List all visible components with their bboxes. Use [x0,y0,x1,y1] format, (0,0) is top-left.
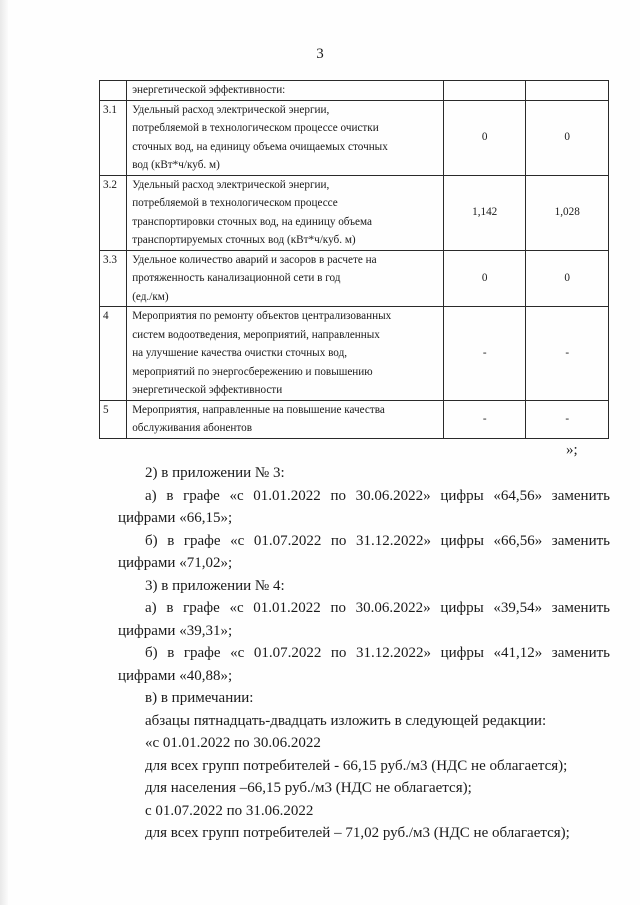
table-row [100,81,609,101]
description-line: мероприятий по энергосбережению и повышению [132,365,373,378]
paragraph-edit-instruction: абзацы пятнадцать-двадцать изложить в следующей редакции: [145,712,547,729]
row-value-cell: - [526,400,609,438]
paragraph-appendix-3: 2) в приложении № 3: [145,465,285,481]
row-number-cell: 4 [100,307,127,401]
description-line: протяженность канализационной сети в год [132,272,341,284]
paragraph-3b-line1: б) в графе «с 01.07.2022 по 31.12.2022» цифры «66,56» заменить [145,532,610,549]
description-line: систем водоотведения, мероприятий, направленных [132,328,380,341]
description-line: Удельный расход электрической энергии, [132,103,330,116]
table-row [100,100,609,175]
paragraph-tariff-all-2: для всех групп потребителей – 71,02 руб./м3 (НДС не облагается); [145,825,570,841]
description-line: на улучшение качества очистки сточных вод, [132,347,348,359]
paragraph-4b-line1: б) в графе «с 01.07.2022 по 31.12.2022» цифры «41,12» заменить [145,645,610,661]
amendment-text [118,462,610,845]
row-value-cell: 0 [443,100,526,175]
description-line: обслуживания абонентов [132,422,253,434]
paragraph-4b-line2: цифрами «40,88»; [118,667,233,684]
closing-quote: »; [566,442,578,458]
row-number-cell: 3.2 [100,175,127,250]
row-value-cell: 1,142 [443,175,526,250]
row-value-cell: 0 [526,250,609,307]
description-line: Мероприятия по ремонту объектов централизованных [132,310,392,322]
description-line: энергетической эффективности [132,384,283,396]
indicators-table [99,80,609,439]
table-row [100,175,609,250]
table-row [100,400,609,438]
row-number-cell: 5 [100,400,127,438]
description-line: вод (кВт*ч/куб. м) [132,159,220,171]
row-number-cell: 3.1 [100,100,127,175]
page-number: 3 [316,46,324,62]
row-value-cell: 0 [526,100,609,175]
row-description-cell [127,400,444,438]
paragraph-period-2: с 01.07.2022 по 31.06.2022 [145,802,314,819]
description-line: энергетической эффективности: [132,84,286,96]
paragraph-3a-line1: а) в графе «с 01.01.2022 по 30.06.2022» цифры «64,56» заменить [145,487,610,504]
row-description-cell [127,307,444,401]
paragraph-period-1: «с 01.01.2022 по 30.06.2022 [145,735,321,751]
paragraph-tariff-population: для населения –66,15 руб./м3 (НДС не облагается); [145,780,472,796]
paragraph-note: в) в примечании: [145,690,254,706]
paragraph-3b-line2: цифрами «71,02»; [118,555,233,571]
paragraph-3a-line2: цифрами «66,15»; [118,510,233,526]
description-line: транспортировки сточных вод, на единицу объема [132,215,372,228]
description-line: Мероприятия, направленные на повышение качества [132,403,385,416]
row-value-cell: 0 [443,250,526,307]
table-row [100,307,609,401]
row-description-cell [127,100,444,175]
scan-edge-shadow [0,0,8,905]
row-description-cell [127,81,444,101]
description-line: (ед./км) [132,290,169,303]
description-line: сточных вод, на единицу объема очищаемых сточных [132,140,388,153]
row-value-cell: 1,028 [526,175,609,250]
description-line: потребляемой в технологическом процессе очистки [132,122,379,134]
paragraph-appendix-4: 3) в приложении № 4: [145,577,285,594]
description-line: транспортируемых сточных вод (кВт*ч/куб. м) [132,234,356,246]
row-description-cell [127,250,444,307]
row-value-cell: - [443,400,526,438]
row-description-cell [127,175,444,250]
row-number-cell [100,81,127,101]
row-value-cell [443,81,526,101]
row-value-cell [526,81,609,101]
paragraph-4a-line1: а) в графе «с 01.01.2022 по 30.06.2022» цифры «39,54» заменить [145,600,610,616]
row-value-cell: - [526,307,609,401]
description-line: потребляемой в технологическом процессе [132,197,338,209]
description-line: Удельное количество аварий и засоров в расчете на [132,253,377,266]
description-line: Удельный расход электрической энергии, [132,178,330,191]
table-row [100,250,609,307]
paragraph-tariff-all-1: для всех групп потребителей - 66,15 руб./м3 (НДС не облагается); [145,757,568,774]
row-number-cell: 3.3 [100,250,127,307]
paragraph-4a-line2: цифрами «39,31»; [118,622,233,639]
row-value-cell: - [443,307,526,401]
